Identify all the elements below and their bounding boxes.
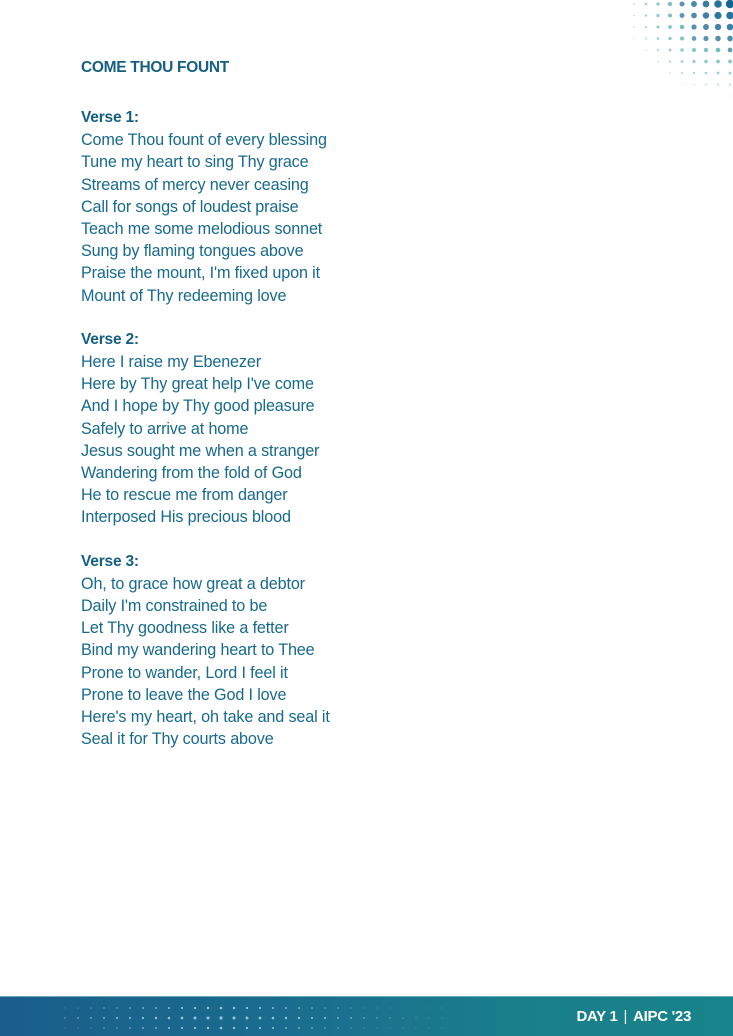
lyric-line: Oh, to grace how great a debtor	[81, 574, 305, 593]
lyric-line: Here by Thy great help I've come	[81, 375, 314, 394]
lyric-line: Teach me some melodious sonnet	[81, 220, 323, 239]
verse-label: Verse 2:	[81, 330, 139, 348]
footer-day: DAY 1	[576, 1008, 618, 1025]
verse-1	[81, 107, 501, 307]
lyric-line: Wandering from the fold of God	[81, 464, 302, 483]
verse-label: Verse 3:	[81, 552, 139, 570]
page-footer	[0, 996, 733, 1036]
lyric-line: Call for songs of loudest praise	[81, 197, 299, 216]
lyric-line: Praise the mount, I'm fixed upon it	[81, 264, 320, 283]
verse-label: Verse 1:	[81, 109, 139, 126]
lyric-line: Come Thou fount of every blessing	[81, 131, 327, 150]
lyric-line: Here I raise my Ebenezer	[81, 353, 261, 372]
lyric-line: Bind my wandering heart to Thee	[81, 641, 315, 660]
lyric-line: Prone to wander, Lord I feel it	[81, 663, 288, 682]
lyric-line: Let Thy goodness like a fetter	[81, 619, 289, 638]
lyric-line: He to rescue me from danger	[81, 486, 288, 505]
lyric-line: Prone to leave the God I love	[81, 685, 287, 704]
lyric-line: Daily I'm constrained to be	[81, 597, 268, 616]
lyric-line: Sung by flaming tongues above	[81, 242, 304, 261]
verse-3	[81, 551, 501, 751]
lyric-line: Seal it for Thy courts above	[81, 730, 274, 749]
lyric-line: Safely to arrive at home	[81, 419, 249, 438]
lyric-line: And I hope by Thy good pleasure	[81, 397, 315, 416]
footer-dot-pattern-icon	[55, 1003, 455, 1033]
lyric-line: Jesus sought me when a stranger	[81, 441, 320, 460]
footer-event: AIPC '23	[633, 1008, 691, 1025]
lyric-line: Here's my heart, oh take and seal it	[81, 708, 330, 727]
page-title: COME THOU FOUNT	[81, 59, 229, 76]
lyric-line: Tune my heart to sing Thy grace	[81, 153, 309, 172]
footer-separator: |	[623, 1008, 628, 1025]
lyrics-content	[81, 58, 501, 772]
lyric-line: Streams of mercy never ceasing	[81, 175, 309, 194]
verse-2	[81, 329, 501, 529]
lyric-line: Mount of Thy redeeming love	[81, 286, 287, 305]
decorative-dot-pattern-icon	[593, 0, 733, 130]
footer-label	[576, 1008, 691, 1025]
lyric-line: Interposed His precious blood	[81, 508, 291, 527]
